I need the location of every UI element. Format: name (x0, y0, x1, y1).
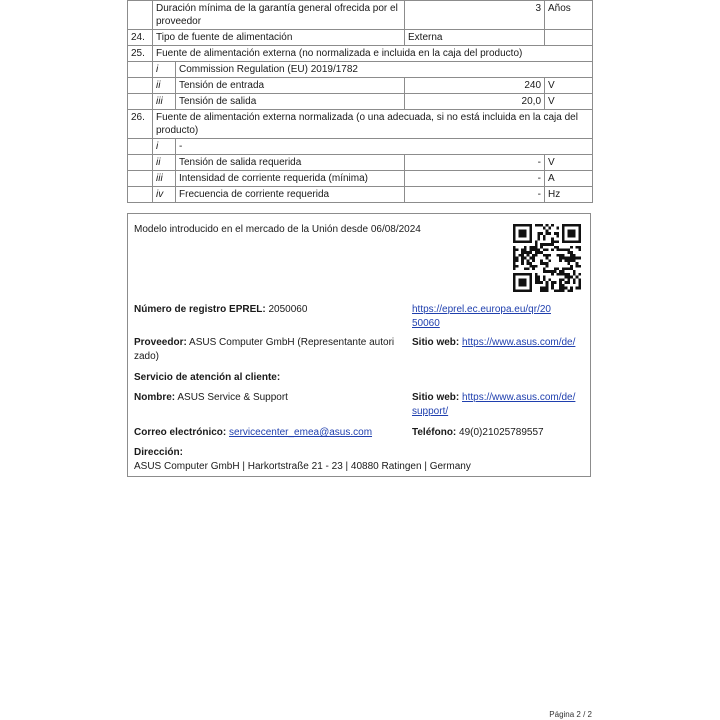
service-heading: Servicio de atención al cliente: (134, 372, 281, 383)
spec-row-number (128, 1, 153, 30)
spec-sub-value: - (405, 155, 545, 171)
phone-value: 49(0)21025789557 (459, 427, 544, 438)
spec-section-label: Fuente de alimentación externa normalizada (o una adecuada, si no está incluida en la caja del producto) (153, 110, 593, 139)
eprel-label: Número de registro EPREL: (134, 304, 266, 315)
eprel-link-line-1[interactable]: https://eprel.ec.europa.eu/qr/20 (412, 304, 551, 315)
spec-sub-value: 20,0 (405, 94, 545, 110)
spec-indent-cell (128, 94, 153, 110)
spec-indent-cell (128, 78, 153, 94)
spec-row (128, 171, 593, 187)
provider-row (134, 336, 396, 364)
spec-row-unit (545, 30, 593, 46)
spec-sub-label: Tensión de salida (176, 94, 405, 110)
spec-indent-cell (128, 62, 153, 78)
spec-section-number: 26. (128, 110, 153, 139)
spec-sub-index: ii (153, 155, 176, 171)
spec-sub-index: i (153, 139, 176, 155)
spec-row (128, 62, 593, 78)
spec-row-label: Duración mínima de la garantía general ofrecida por el proveedor (153, 1, 405, 30)
spec-row (128, 110, 593, 139)
page-number: Página 2 / 2 (549, 710, 592, 719)
spec-sub-unit: V (545, 78, 593, 94)
spec-sub-value: - (405, 187, 545, 203)
address-label: Dirección: (134, 447, 183, 458)
provider-label: Proveedor: (134, 337, 187, 348)
spec-sub-label: Commission Regulation (EU) 2019/1782 (176, 62, 593, 78)
provider-value-line-2: zado) (134, 351, 160, 362)
market-intro-text: Modelo introducido en el mercado de la Unión desde 06/08/2024 (134, 224, 421, 235)
spec-row-value: Externa (405, 30, 545, 46)
spec-sub-index: iii (153, 94, 176, 110)
service-website-link-line-1[interactable]: https://www.asus.com/de/ (462, 392, 576, 403)
spec-row (128, 155, 593, 171)
spec-sub-value: 240 (405, 78, 545, 94)
service-name-label: Nombre: (134, 392, 176, 403)
spec-sub-index: iii (153, 171, 176, 187)
qr-code-icon (513, 224, 581, 292)
spec-row-label: Tipo de fuente de alimentación (153, 30, 405, 46)
service-website-row (412, 391, 575, 419)
spec-sub-value: - (405, 171, 545, 187)
spec-row (128, 1, 593, 30)
spec-sub-index: i (153, 62, 176, 78)
spec-indent-cell (128, 155, 153, 171)
provider-website-label: Sitio web: (412, 337, 460, 348)
spec-section-number: 25. (128, 46, 153, 62)
spec-indent-cell (128, 139, 153, 155)
spec-indent-cell (128, 187, 153, 203)
spec-row (128, 46, 593, 62)
address-value: ASUS Computer GmbH | Harkortstraße 21 - 23 | 40880 Ratingen | Germany (134, 461, 471, 472)
service-website-label: Sitio web: (412, 392, 460, 403)
spec-row-number: 24. (128, 30, 153, 46)
spec-row-value: 3 (405, 1, 545, 30)
service-name-value: ASUS Service & Support (177, 392, 288, 403)
provider-website-row (412, 336, 575, 350)
spec-sub-label: Tensión de salida requerida (176, 155, 405, 171)
service-website-link-line-2[interactable]: support/ (412, 406, 449, 417)
spec-row (128, 78, 593, 94)
spec-row (128, 139, 593, 155)
spec-row (128, 30, 593, 46)
spec-row-unit: Años (545, 1, 593, 30)
phone-row (412, 426, 544, 440)
eprel-link-line-2[interactable]: 50060 (412, 318, 440, 329)
spec-row (128, 187, 593, 203)
spec-sub-unit: A (545, 171, 593, 187)
spec-sub-label: - (176, 139, 593, 155)
spec-sub-unit: Hz (545, 187, 593, 203)
spec-section-label: Fuente de alimentación externa (no normalizada e incluida en la caja del producto) (153, 46, 593, 62)
eprel-link[interactable] (412, 303, 551, 331)
email-link[interactable]: servicecenter_emea@asus.com (229, 427, 373, 438)
spec-row (128, 94, 593, 110)
spec-sub-unit: V (545, 94, 593, 110)
provider-value-line-1: ASUS Computer GmbH (Representante autori (189, 337, 395, 348)
phone-label: Teléfono: (412, 427, 457, 438)
spec-sub-label: Intensidad de corriente requerida (mínima) (176, 171, 405, 187)
spec-indent-cell (128, 171, 153, 187)
eprel-number: 2050060 (268, 304, 308, 315)
spec-table (127, 0, 593, 203)
spec-sub-unit: V (545, 155, 593, 171)
supplier-info-box (127, 213, 591, 477)
spec-sub-index: ii (153, 78, 176, 94)
provider-website-link[interactable]: https://www.asus.com/de/ (462, 337, 576, 348)
spec-sub-index: iv (153, 187, 176, 203)
address-row (134, 446, 471, 474)
email-row (134, 426, 372, 440)
email-label: Correo electrónico: (134, 427, 227, 438)
eprel-row (134, 303, 307, 317)
spec-sub-label: Frecuencia de corriente requerida (176, 187, 405, 203)
spec-sub-label: Tensión de entrada (176, 78, 405, 94)
service-name-row (134, 391, 288, 405)
